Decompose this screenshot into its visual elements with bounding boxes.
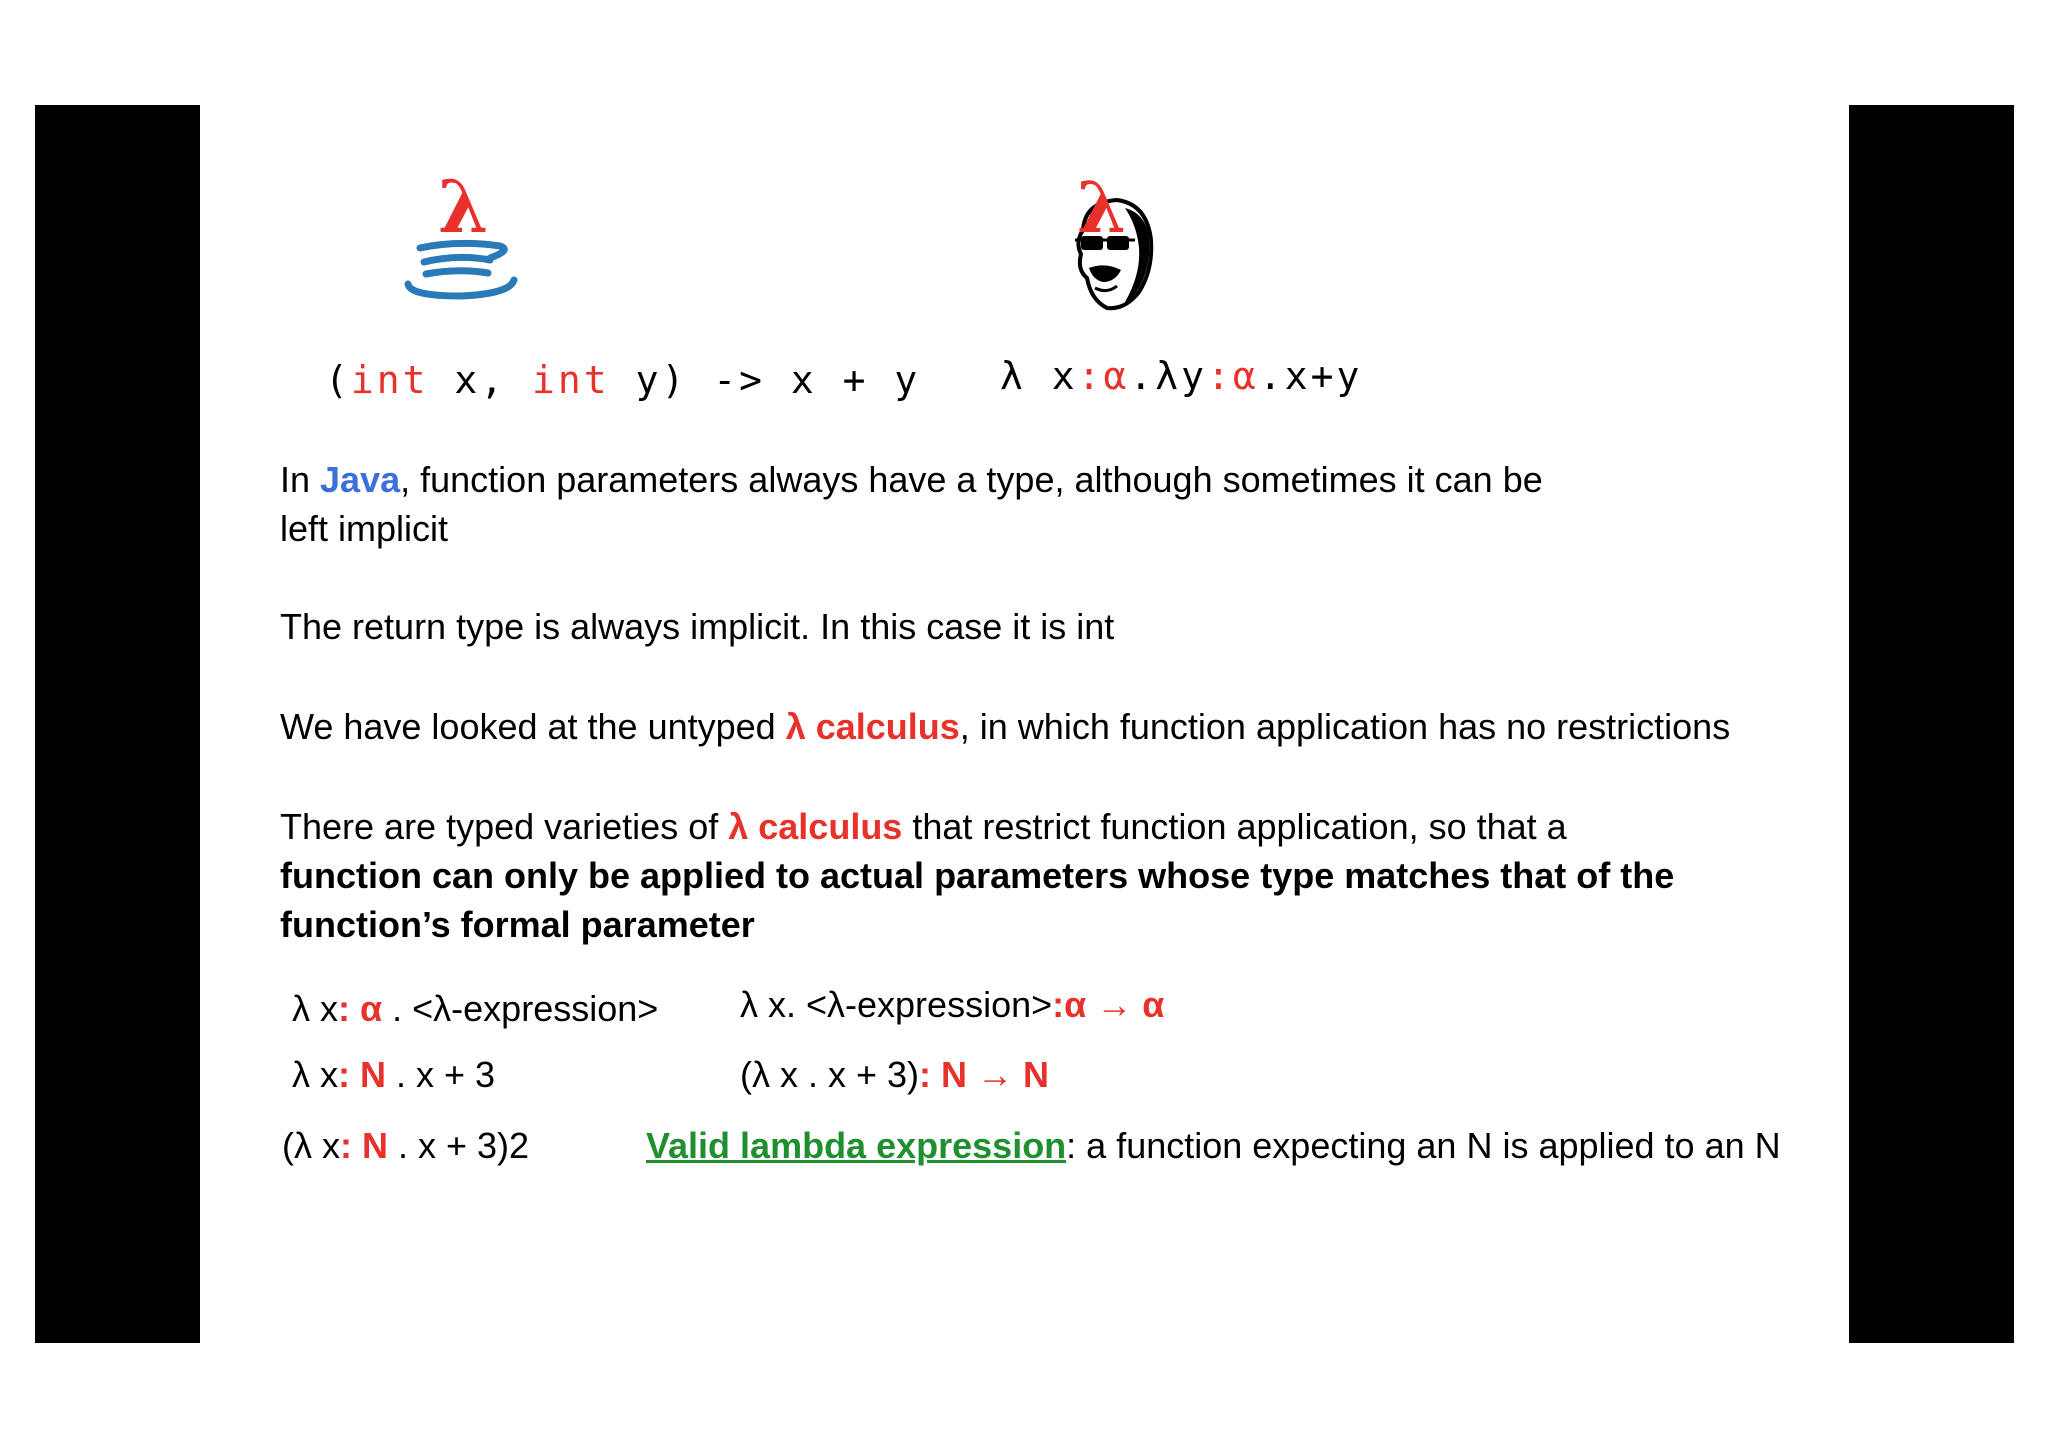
text: . x + 3)2 bbox=[388, 1125, 530, 1166]
paragraph-typed-varieties bbox=[280, 802, 1674, 949]
text: We have looked at the untyped bbox=[280, 706, 786, 747]
bold-text: function’s formal parameter bbox=[280, 904, 755, 945]
typed-lambda-code bbox=[1000, 354, 1362, 398]
text: (λ x . x + 3) bbox=[740, 1054, 920, 1095]
type-annotation: : N bbox=[340, 1125, 388, 1166]
right-letterbox-bar bbox=[1849, 105, 2014, 1343]
valid-lambda-highlight: Valid lambda expression bbox=[646, 1125, 1067, 1166]
code-token: ( bbox=[325, 358, 351, 402]
text: , in which function application has no restrictions bbox=[959, 706, 1731, 747]
type-annotation: : N → N bbox=[919, 1054, 1050, 1095]
text: that restrict function application, so that a bbox=[902, 806, 1567, 847]
type-annotation: :α → α bbox=[1052, 984, 1165, 1025]
text: λ x bbox=[292, 1054, 339, 1095]
text: There are typed varieties of bbox=[280, 806, 729, 847]
code-type-alpha: :α bbox=[1077, 354, 1130, 398]
text: . x + 3 bbox=[386, 1054, 496, 1095]
lambda-calculus-highlight: λ calculus bbox=[785, 706, 960, 747]
valid-lambda-note bbox=[646, 1125, 1781, 1167]
church-logo-lambda: λ bbox=[1077, 170, 1127, 249]
text: . <λ-expression> bbox=[382, 988, 659, 1029]
text: left implicit bbox=[280, 508, 449, 549]
example-n-arrow bbox=[740, 1054, 1049, 1096]
java-lambda-logo-icon bbox=[390, 170, 530, 310]
text: λ x. <λ-expression> bbox=[740, 984, 1053, 1025]
example-alpha-arrow bbox=[740, 984, 1164, 1026]
bold-text: function can only be applied to actual parameters whose type matches that of the bbox=[280, 855, 1675, 896]
text: In bbox=[280, 459, 321, 500]
code-token: .λy bbox=[1129, 354, 1208, 398]
example-application bbox=[282, 1125, 529, 1167]
lambda-calculus-highlight: λ calculus bbox=[728, 806, 903, 847]
paragraph-return-type: The return type is always implicit. In this case it is int bbox=[280, 606, 1115, 647]
code-keyword-int: int bbox=[350, 358, 429, 402]
example-alpha-typed bbox=[292, 988, 658, 1030]
type-annotation: : N bbox=[338, 1054, 387, 1095]
text: (λ x bbox=[282, 1125, 340, 1166]
text: : a function expecting an N is applied to an N bbox=[1066, 1125, 1781, 1166]
java-logo-lambda: λ bbox=[438, 170, 489, 249]
java-lambda-code bbox=[325, 358, 920, 402]
paragraph-java-parameters bbox=[280, 455, 1543, 553]
text: , function parameters always have a type, although sometimes it can be bbox=[400, 459, 1543, 500]
code-token: y) -> x + y bbox=[609, 358, 921, 402]
type-annotation: : α bbox=[338, 988, 383, 1029]
paragraph-untyped-calculus bbox=[280, 702, 1730, 751]
code-type-alpha: :α bbox=[1207, 354, 1259, 398]
code-keyword-int: int bbox=[532, 358, 610, 402]
left-letterbox-bar bbox=[35, 105, 200, 1343]
text: λ x bbox=[292, 988, 339, 1029]
example-n-typed bbox=[292, 1054, 495, 1096]
code-token: x, bbox=[428, 358, 533, 402]
code-token: λ x bbox=[1000, 354, 1078, 398]
church-head-lambda-logo-icon bbox=[1055, 170, 1165, 315]
code-token: .x+y bbox=[1258, 354, 1363, 398]
java-highlight: Java bbox=[320, 459, 401, 500]
